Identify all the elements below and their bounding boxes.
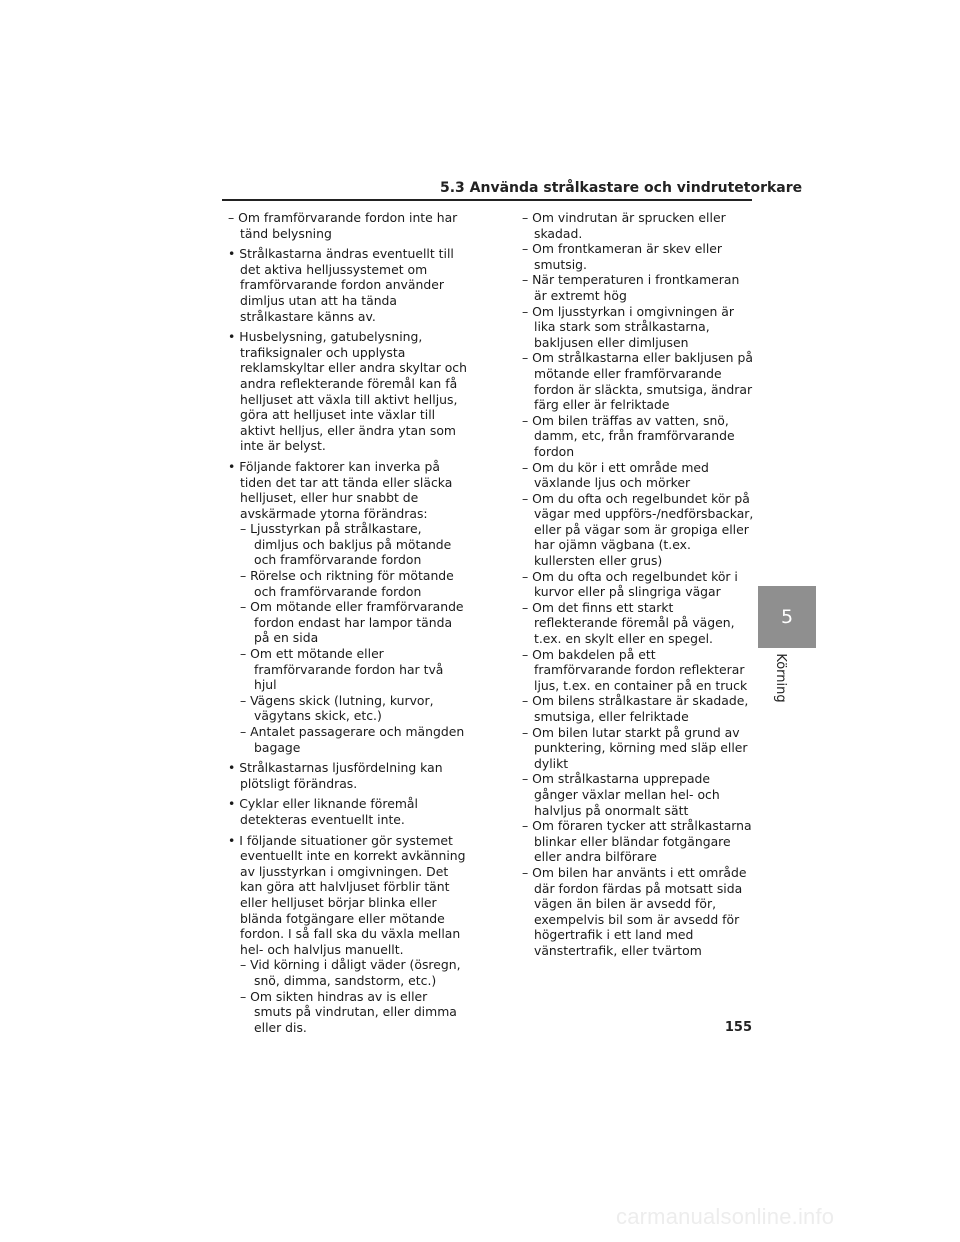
left-column bbox=[228, 210, 468, 1035]
dash-item: – Om bilen träffas av vatten, snö, damm, etc, från framförvarande fordon bbox=[522, 412, 735, 459]
dash-item: – Vägens skick (lutning, kurvor, vägytans skick, etc.) bbox=[240, 692, 434, 724]
dash-item: – Om mötande eller framförvarande fordon endast har lampor tända på en sida bbox=[240, 599, 464, 646]
right-column bbox=[522, 210, 754, 959]
dash-item: – Rörelse och riktning för mötande och framförvarande fordon bbox=[240, 568, 454, 599]
section-header: 5.3 Använda strålkastare och vindrutetorkare bbox=[440, 180, 803, 196]
dash-item: – Om ett mötande eller framförvarande fordon har två hjul bbox=[240, 646, 444, 693]
bullet-item: • Strålkastarna ändras eventuellt till det aktiva helljussystemet om framförvarande fordon använder dimljus utan att ha tända strålkastare känns av. bbox=[228, 246, 454, 324]
watermark: carmanualsonline.info bbox=[616, 1204, 835, 1229]
bullet-item: • Strålkastarnas ljusfördelning kan plötsligt förändras. bbox=[228, 760, 443, 791]
bullet-item: • I följande situationer gör systemet eventuellt inte en korrekt avkänning av ljusstyrkan i omgivningen. Det kan göra att halvljuset förblir tänt eller helljuset börjar blinka eller blända fotgängare eller mötande fordon. I så fall ska du växla mellan hel- och halvljus manuellt. bbox=[228, 832, 466, 957]
dash-item: – Om frontkameran är skev eller smutsig. bbox=[522, 241, 723, 272]
dash-item: – Om du ofta och regelbundet kör i kurvor eller på slingriga vägar bbox=[522, 568, 738, 600]
dash-item: – Om strålkastarna upprepade gånger växlar mellan hel- och halvljus på onormalt sätt bbox=[522, 771, 720, 818]
dash-item: – Om det finns ett starkt reflekterande föremål på vägen, t.ex. en skylt eller en spegel. bbox=[522, 599, 735, 647]
header-rule bbox=[222, 199, 752, 201]
bullet-item: • Cyklar eller liknande föremål detekteras eventuellt inte. bbox=[228, 796, 418, 827]
dash-item: – Om bilens strålkastare är skadade, smutsiga, eller felriktade bbox=[522, 693, 749, 724]
bullet-item: • Följande faktorer kan inverka på tiden det tar att tända eller släcka helljuset, eller hur snabbt de avskärmade ytorna förändras: bbox=[228, 458, 453, 521]
dash-item: – Om bakdelen på ett framförvarande fordon reflekterar ljus, t.ex. en container på en truck bbox=[522, 646, 748, 693]
bullet-item: • Husbelysning, gatubelysning, trafiksignaler och upplysta reklamskyltar eller andra skyltar och andra reflekterande föremål kan få helljuset att växla till aktivt helljus, göra att helljuset inte växlar till aktivt helljus, eller ändra ytan som inte är belyst. bbox=[228, 329, 467, 454]
dash-item: – Om framförvarande fordon inte har tänd belysning bbox=[228, 210, 458, 241]
dash-item: – Om bilen har använts i ett område där fordon färdas på motsatt sida vägen än bilen är avsedd för, exempelvis bil som är avsedd för högertrafik i ett land med vänstertrafik, eller tvärtom bbox=[522, 864, 747, 958]
dash-item: – Om bilen lutar starkt på grund av punktering, körning med släp eller dylikt bbox=[522, 724, 748, 771]
dash-item: – Om föraren tycker att strålkastarna blinkar eller bländar fotgängare eller andra bilförare bbox=[522, 818, 752, 865]
dash-item: – Om vindrutan är sprucken eller skadad. bbox=[522, 210, 726, 241]
dash-item: – Om du kör i ett område med växlande ljus och mörker bbox=[522, 459, 709, 491]
chapter-label: Körning bbox=[773, 653, 788, 703]
dash-item: – Vid körning i dåligt väder (ösregn, snö, dimma, sandstorm, etc.) bbox=[240, 957, 461, 988]
dash-item: – Om du ofta och regelbundet kör på vägar med uppförs-/nedförsbackar, eller på vägar som är gropiga eller har ojämn vägbana (t.ex. kullersten eller grus) bbox=[522, 490, 754, 569]
dash-item: – Om sikten hindras av is eller smuts på vindrutan, eller dimma eller dis. bbox=[240, 988, 457, 1035]
dash-item: – Om ljusstyrkan i omgivningen är lika stark som strålkastarna, bakljusen eller dimljusen bbox=[522, 303, 734, 350]
page-number: 155 bbox=[724, 1020, 752, 1035]
dash-item: – Antalet passagerare och mängden bagage bbox=[240, 724, 465, 755]
dash-item: – Om strålkastarna eller bakljusen på mötande eller framförvarande fordon är släckta, smutsiga, ändrar färg eller är felriktade bbox=[522, 350, 753, 413]
dash-item: – När temperaturen i frontkameran är extremt hög bbox=[522, 272, 740, 303]
dash-item: – Ljusstyrkan på strålkastare, dimljus och bakljus på mötande och framförvarande fordon bbox=[240, 521, 452, 568]
chapter-tab: 5 bbox=[758, 586, 816, 648]
